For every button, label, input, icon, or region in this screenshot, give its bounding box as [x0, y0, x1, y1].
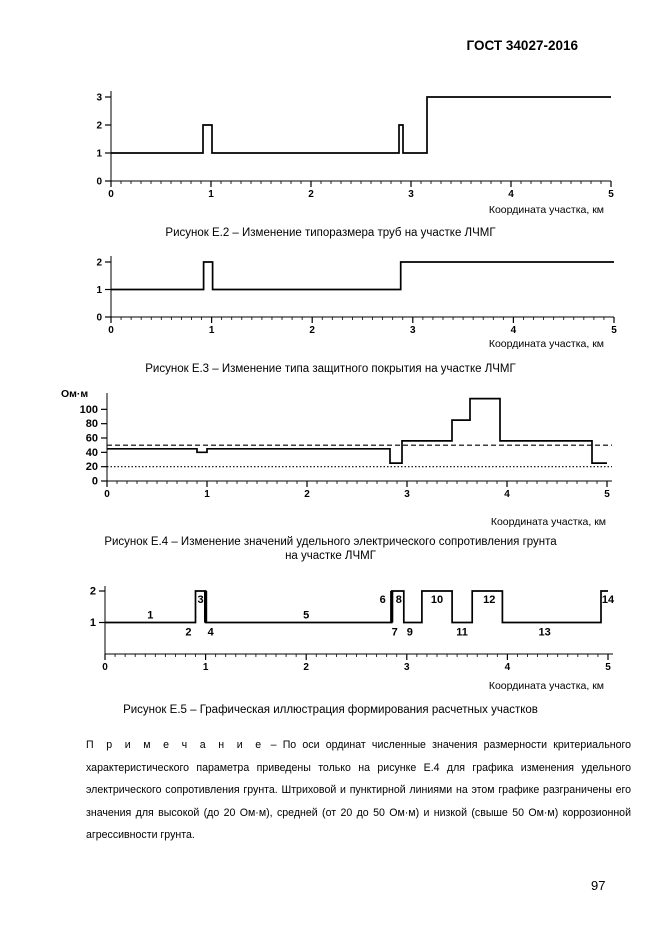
- y-tick-label: 100: [79, 403, 98, 416]
- x-tick-label: 2: [309, 325, 315, 336]
- x-tick-label: 3: [408, 189, 414, 200]
- figure-e4-chart: [0, 385, 661, 530]
- x-tick-label: 2: [303, 662, 309, 673]
- x-tick-label: 0: [102, 662, 108, 673]
- note-lead: П р и м е ч а н и е: [86, 739, 265, 751]
- figure-e5-chart: [0, 580, 661, 695]
- y-tick-label: 1: [96, 148, 102, 160]
- y-tick-label: 2: [89, 585, 96, 598]
- y-tick-label: 2: [96, 120, 102, 132]
- x-axis-title: Координата участка, км: [490, 516, 606, 528]
- data-series-line: [105, 591, 608, 623]
- x-tick-label: 5: [608, 189, 614, 200]
- data-series-line: [107, 399, 607, 464]
- x-tick-label: 2: [308, 189, 314, 200]
- note-paragraph: [86, 734, 631, 847]
- x-tick-label: 5: [611, 325, 617, 336]
- x-tick-label: 3: [404, 662, 410, 673]
- y-tick-label: 40: [85, 446, 98, 459]
- segment-label: 5: [303, 609, 310, 622]
- y-tick-label: 60: [85, 432, 98, 445]
- figure-e4-caption: [0, 535, 661, 563]
- y-tick-label: 0: [96, 176, 102, 188]
- x-axis-title: Координата участка, км: [488, 338, 604, 350]
- x-tick-label: 3: [404, 489, 410, 500]
- y-tick-label: 0: [91, 475, 98, 488]
- figure-e3-chart: [0, 252, 661, 357]
- x-tick-label: 3: [410, 325, 416, 336]
- x-tick-label: 5: [604, 489, 610, 500]
- data-series-line: [111, 262, 614, 290]
- segment-label: 3: [197, 594, 204, 606]
- y-axis-unit-label: Ом·м: [61, 388, 89, 400]
- segment-label: 13: [538, 626, 551, 639]
- x-tick-label: 0: [104, 489, 110, 500]
- y-tick-label: 80: [85, 418, 98, 431]
- segment-label: 12: [483, 594, 496, 606]
- x-tick-label: 4: [508, 189, 514, 200]
- segment-label: 7: [391, 626, 398, 639]
- page-number: 97: [591, 878, 606, 893]
- y-tick-label: 3: [96, 92, 102, 104]
- x-tick-label: 2: [304, 489, 310, 500]
- segment-label: 2: [185, 626, 192, 639]
- segment-label: 9: [406, 626, 413, 639]
- segment-label: 4: [207, 626, 214, 639]
- y-tick-label: 0: [96, 312, 102, 324]
- segment-label: 10: [430, 594, 444, 606]
- note-text: – По оси ординат численные значения размерности критериального характеристического параметра приведены только на рисунке Е.4 для графика изменения удельного электрического сопротивления грунта. Штриховой и пунктирной линиями на этом графике разграничены его значения для высокой (до 20 Ом·м), средней (от 20 до 50 Ом·м) и низкой (свыше 50 Ом·м) коррозионной агрессивности грунта.: [86, 739, 631, 841]
- figure-e4-caption-line1: Рисунок Е.4 – Изменение значений удельного электрического сопротивления грунта: [104, 536, 557, 548]
- segment-label: 11: [456, 626, 468, 639]
- figure-e2-caption: Рисунок Е.2 – Изменение типоразмера труб на участке ЛЧМГ: [165, 227, 496, 239]
- x-tick-label: 1: [202, 662, 209, 673]
- segment-label: 6: [379, 594, 386, 606]
- x-tick-label: 4: [504, 662, 511, 673]
- x-tick-label: 4: [510, 325, 517, 336]
- figure-e4-caption-line2: на участке ЛЧМГ: [285, 550, 376, 562]
- y-tick-label: 1: [96, 285, 102, 296]
- x-tick-label: 1: [208, 325, 215, 336]
- x-tick-label: 4: [504, 489, 510, 500]
- segment-label: 8: [395, 594, 402, 606]
- segment-label: 1: [147, 609, 154, 622]
- y-tick-label: 20: [85, 461, 98, 474]
- y-tick-label: 1: [89, 617, 96, 629]
- segment-label: 14: [601, 594, 615, 606]
- x-tick-label: 1: [208, 189, 214, 200]
- x-axis-title: Координата участка, км: [488, 204, 604, 216]
- figure-e3-caption: Рисунок Е.3 – Изменение типа защитного покрытия на участке ЛЧМГ: [145, 363, 516, 375]
- x-tick-label: 5: [605, 662, 611, 673]
- standard-header: ГОСТ 34027-2016: [466, 38, 578, 53]
- figure-e5-caption: Рисунок Е.5 – Графическая иллюстрация формирования расчетных участков: [123, 704, 538, 716]
- figure-e2-chart: [0, 85, 661, 215]
- x-tick-label: 1: [204, 489, 210, 500]
- x-axis-title: Координата участка, км: [488, 680, 604, 692]
- data-series-line: [111, 97, 611, 153]
- x-tick-label: 0: [108, 189, 114, 200]
- y-tick-label: 2: [96, 257, 102, 269]
- x-tick-label: 0: [108, 325, 114, 336]
